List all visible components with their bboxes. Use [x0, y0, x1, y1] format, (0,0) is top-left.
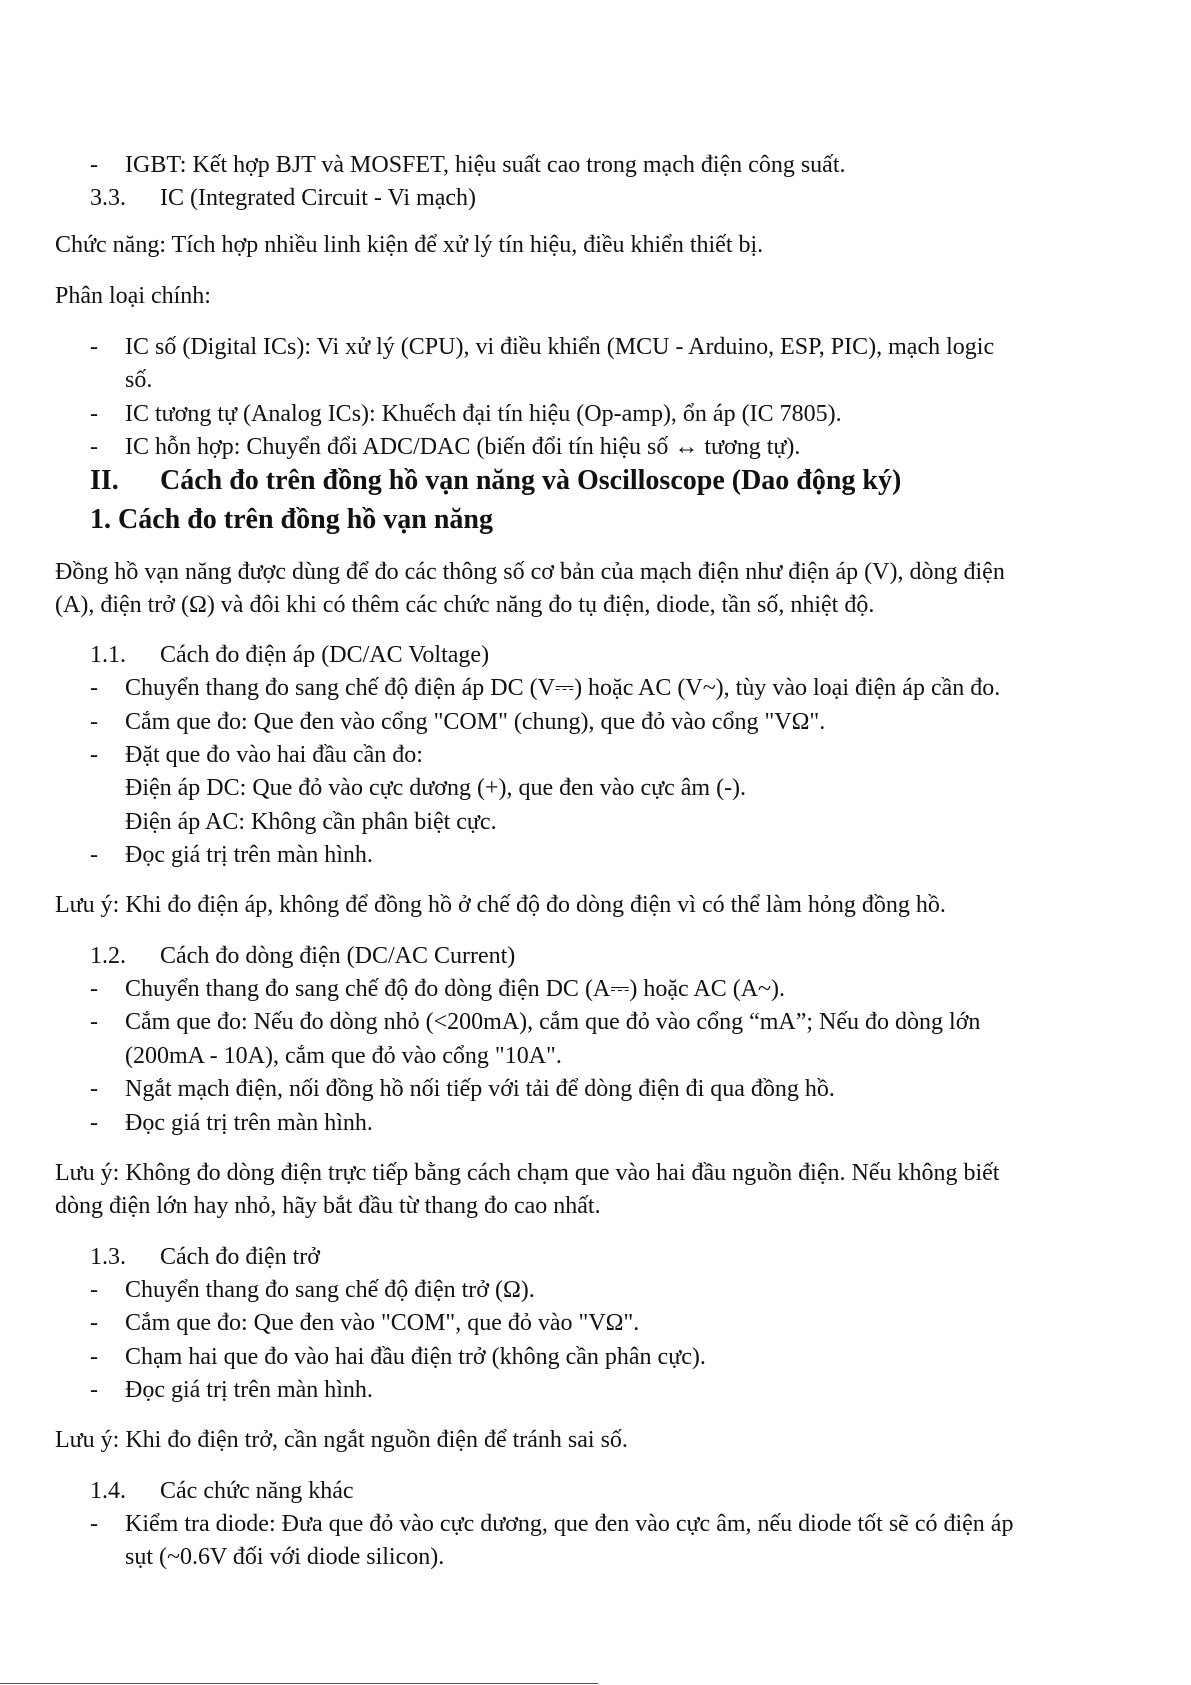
list-item: Đọc giá trị trên màn hình. [125, 1377, 373, 1403]
list-item: IC tương tự (Analog ICs): Khuếch đại tín hiệu (Op-amp), ổn áp (IC 7805). [125, 401, 842, 427]
list-item: Chạm hai que đo vào hai đầu điện trở (không cần phân cực). [125, 1344, 706, 1370]
list-item: Chuyển thang đo sang chế độ điện áp DC (V⎓) hoặc AC (V~), tùy vào loại điện áp cần đo. [125, 675, 1001, 701]
bullet-dash: - [90, 976, 98, 1002]
list-item: Chuyển thang đo sang chế độ điện trở (Ω). [125, 1277, 535, 1303]
paragraph: Chức năng: Tích hợp nhiều linh kiện để xử lý tín hiệu, điều khiển thiết bị. [55, 232, 764, 258]
paragraph: Phân loại chính: [55, 283, 211, 309]
footer-divider [0, 1683, 598, 1684]
bullet-dash: - [90, 675, 98, 701]
section-number: 1.1. [90, 642, 126, 668]
bullet-dash: - [90, 1344, 98, 1370]
bullet-dash: - [90, 1076, 98, 1102]
note-paragraph: dòng điện lớn hay nhỏ, hãy bắt đầu từ thang đo cao nhất. [55, 1193, 601, 1219]
list-item-continuation: sụt (~0.6V đối với diode silicon). [125, 1544, 445, 1570]
bullet-dash: - [90, 434, 98, 460]
bullet-dash: - [90, 842, 98, 868]
list-item: Đọc giá trị trên màn hình. [125, 1110, 373, 1136]
list-item: Chuyển thang đo sang chế độ đo dòng điện DC (A⎓) hoặc AC (A~). [125, 976, 786, 1002]
bullet-dash: - [90, 401, 98, 427]
section-number: 3.3. [90, 185, 126, 211]
note-paragraph: Lưu ý: Khi đo điện áp, không để đồng hồ ở chế độ đo dòng điện vì có thể làm hỏng đồng hồ. [55, 892, 946, 918]
section-number: 1.2. [90, 943, 126, 969]
list-item: Cắm que đo: Que đen vào "COM", que đỏ vào "VΩ". [125, 1310, 640, 1336]
list-subitem: Điện áp AC: Không cần phân biệt cực. [125, 809, 497, 835]
list-item-continuation: số. [125, 367, 153, 393]
bullet-dash: - [90, 1009, 98, 1035]
bullet-dash: - [90, 1511, 98, 1537]
bullet-dash: - [90, 1277, 98, 1303]
note-paragraph: Lưu ý: Khi đo điện trở, cần ngắt nguồn điện để tránh sai số. [55, 1427, 628, 1453]
section-number: 1.3. [90, 1244, 126, 1270]
bullet-dash: - [90, 742, 98, 768]
list-item: IC số (Digital ICs): Vi xử lý (CPU), vi điều khiển (MCU - Arduino, ESP, PIC), mạch logic [125, 334, 995, 360]
bullet-dash: - [90, 709, 98, 735]
list-subitem: Điện áp DC: Que đỏ vào cực dương (+), que đen vào cực âm (-). [125, 775, 747, 801]
paragraph: (A), điện trở (Ω) và đôi khi có thêm các chức năng đo tụ điện, diode, tần số, nhiệt độ. [55, 592, 875, 618]
list-item: Kiểm tra diode: Đưa que đỏ vào cực dương, que đen vào cực âm, nếu diode tốt sẽ có điện áp [125, 1511, 1014, 1537]
section-title: Cách đo điện trở [160, 1244, 320, 1270]
note-paragraph: Lưu ý: Không đo dòng điện trực tiếp bằng cách chạm que vào hai đầu nguồn điện. Nếu không biết [55, 1160, 1000, 1186]
list-item-continuation: (200mA - 10A), cắm que đỏ vào cổng "10A". [125, 1043, 562, 1069]
list-item: Ngắt mạch điện, nối đồng hồ nối tiếp với tải để dòng điện đi qua đồng hồ. [125, 1076, 835, 1102]
section-title: Cách đo điện áp (DC/AC Voltage) [160, 642, 490, 668]
section-title: Các chức năng khác [160, 1478, 354, 1504]
list-item: Cắm que đo: Nếu đo dòng nhỏ (<200mA), cắm que đỏ vào cổng “mA”; Nếu đo dòng lớn [125, 1009, 981, 1035]
list-item: IC hỗn hợp: Chuyển đổi ADC/DAC (biến đổi tín hiệu số ↔ tương tự). [125, 434, 801, 460]
list-item: Đọc giá trị trên màn hình. [125, 842, 373, 868]
heading-title: Cách đo trên đồng hồ vạn năng và Oscilloscope (Dao động ký) [160, 465, 902, 496]
paragraph: Đồng hồ vạn năng được dùng để đo các thông số cơ bản của mạch điện như điện áp (V), dòng điện [55, 559, 1005, 585]
bullet-dash: - [90, 152, 98, 178]
list-item: Đặt que đo vào hai đầu cần đo: [125, 742, 423, 768]
bullet-dash: - [90, 1110, 98, 1136]
subheading-title: 1. Cách đo trên đồng hồ vạn năng [90, 504, 493, 535]
section-title: IC (Integrated Circuit - Vi mạch) [160, 185, 477, 211]
bullet-dash: - [90, 1310, 98, 1336]
heading-number: II. [90, 465, 119, 496]
bullet-dash: - [90, 1377, 98, 1403]
section-number: 1.4. [90, 1478, 126, 1504]
list-item: IGBT: Kết hợp BJT và MOSFET, hiệu suất cao trong mạch điện công suất. [125, 152, 846, 178]
list-item: Cắm que đo: Que đen vào cổng "COM" (chung), que đỏ vào cổng "VΩ". [125, 709, 826, 735]
bullet-dash: - [90, 334, 98, 360]
section-title: Cách đo dòng điện (DC/AC Current) [160, 943, 516, 969]
